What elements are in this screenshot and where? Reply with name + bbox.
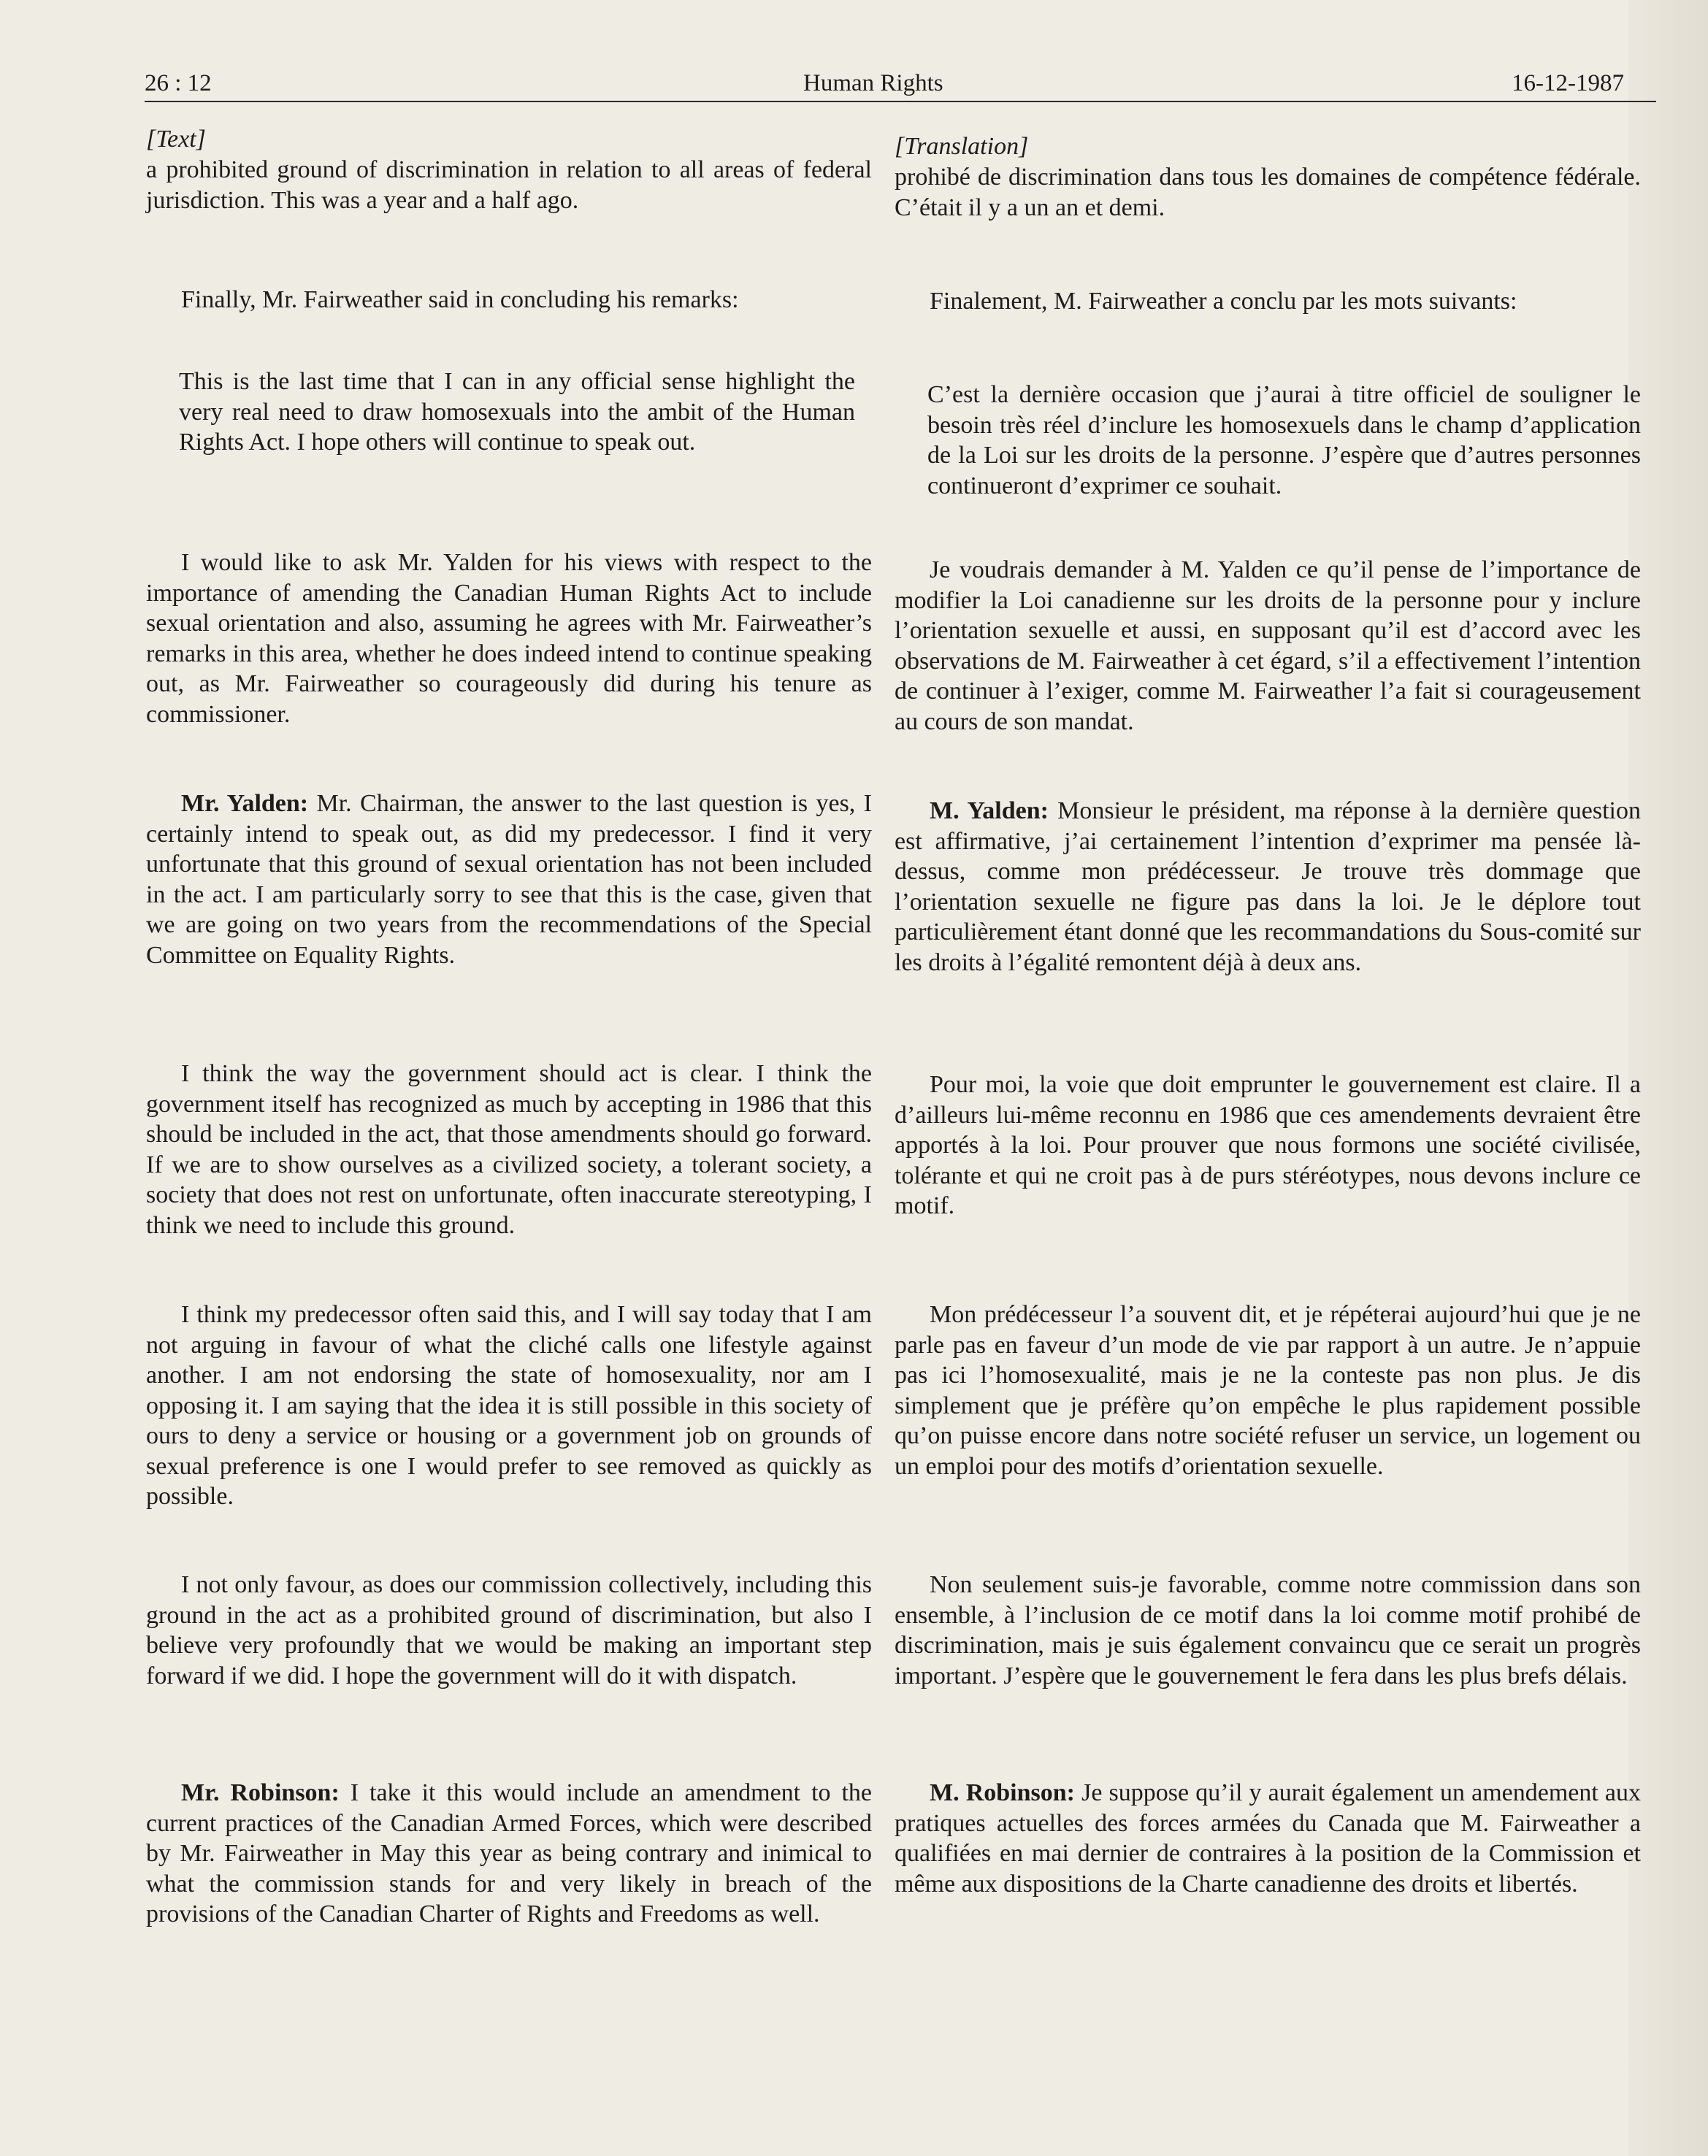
speech-text: I take it this would include an amendment to the current practices of the Canadian Armed Forces, which were described by Mr. Fairweather in May this year as being contrary and inimical to what the commission stands for and very likely in breach of the provisions of the Canadian Charter of Rights and Freedoms as well. xyxy=(146,1779,872,1927)
translation-tag: [Translation] xyxy=(895,133,1029,160)
speech-text: Mr. Chairman, the answer to the last question is yes, I certainly intend to speak out, as did my predecessor. I find it very unfortunate that this ground of sexual orientation has not been included in the act. I am particularly sorry to see that this is the case, given that we are going on two years from the recommendations of the Special Committee on Equality Rights. xyxy=(146,790,872,969)
header-rule xyxy=(145,101,1656,102)
running-title: Human Rights xyxy=(803,70,943,96)
speaker-paragraph xyxy=(895,796,1641,978)
paragraph: I think my predecessor often said this, and I will say today that I am not arguing in favour of what the cliché calls one lifestyle against another. I am not endorsing the state of homosexuality, nor am I opposing it. I am saying that the idea it is still possible in this society of ours to deny a service or housing or a government job on grounds of sexual preference is one I would prefer to see removed as quickly as possible. xyxy=(146,1301,872,1510)
speech-text: Monsieur le président, ma réponse à la dernière question est affirmative, j’ai certainement l’intention d’exprimer ma pensée là-dessus, comme mon prédécesseur. Je trouve très dommage que l’orientation sexuelle ne figure pas dans la loi. Je le déplore tout particulièrement étant donné que les recommandations du Sous-comité sur les droits à l’égalité remontent déjà à deux ans. xyxy=(895,797,1641,976)
speaker-name: Mr. Robinson: xyxy=(181,1779,340,1806)
speaker-name: Mr. Yalden: xyxy=(181,790,309,817)
header-date: 16-12-1987 xyxy=(1512,70,1624,96)
paragraph: Mon prédécesseur l’a souvent dit, et je répéterai aujourd’hui que je ne parle pas en faveur d’un mode de vie par rapport à un autre. Je n’appuie pas ici l’homosexualité, mais je ne la conteste pas non plus. Je dis simplement que je préfère qu’on empêche le plus rapidement possible qu’on puisse encore dans notre société refuser un service, un logement ou un emploi pour des motifs d’orientation sexuelle. xyxy=(895,1301,1641,1480)
paragraph: Je voudrais demander à M. Yalden ce qu’il pense de l’importance de modifier la Loi canadienne sur les droits de la personne pour y inclure l’orientation sexuelle et aussi, en supposant qu’il est d’accord avec les observations de M. Fairweather à cet égard, s’il a effectivement l’intention de continuer à l’exiger, comme M. Fairweather l’a fait si courageusement au cours de son mandat. xyxy=(895,556,1641,735)
speech-text: Je suppose qu’il y aurait également un amendement aux pratiques actuelles des forces armées du Canada que M. Fairweather a qualifiées en mai dernier de contraires à la position de la Commission et même aux dispositions de la Charte canadienne des droits et libertés. xyxy=(895,1779,1642,1898)
block-quote: This is the last time that I can in any official sense highlight the very real need to draw homosexuals into the ambit of the Human Rights Act. I hope others will continue to speak out. xyxy=(179,368,855,456)
paragraph: I would like to ask Mr. Yalden for his views with respect to the importance of amending the Canadian Human Rights Act to include sexual orientation and also, assuming he agrees with Mr. Fairweather’s remarks in this area, whether he does indeed intend to continue speaking out, as Mr. Fairweather so courageously did during his tenure as commissioner. xyxy=(146,549,872,728)
speaker-name: M. Robinson: xyxy=(930,1779,1075,1806)
page-number: 26 : 12 xyxy=(145,70,212,96)
paragraph: Finally, Mr. Fairweather said in concluding his remarks: xyxy=(181,286,739,313)
paragraph: Finalement, M. Fairweather a conclu par les mots suivants: xyxy=(930,288,1517,315)
paragraph: a prohibited ground of discrimination in relation to all areas of federal jurisdiction. This was a year and a half ago. xyxy=(146,156,872,214)
speaker-paragraph xyxy=(146,1778,872,1930)
paragraph: Pour moi, la voie que doit emprunter le gouvernement est claire. Il a d’ailleurs lui-même reconnu en 1986 que ces amendements devraient être apportés à la loi. Pour prouver que nous formons une société civilisée, tolérante et qui ne croit pas à de purs stéréotypes, nous devons inclure ce motif. xyxy=(895,1071,1641,1219)
speaker-name: M. Yalden: xyxy=(930,797,1049,824)
paragraph: Non seulement suis-je favorable, comme notre commission dans son ensemble, à l’inclusion de ce motif dans la loi comme motif prohibé de discrimination, mais je suis également convaincu que ce serait un progrès important. J’espère que le gouvernement le fera dans les plus brefs délais. xyxy=(895,1571,1641,1689)
paragraph: prohibé de discrimination dans tous les domaines de compétence fédérale. C’était il y a un an et demi. xyxy=(895,164,1641,221)
paragraph: I think the way the government should act is clear. I think the government itself has recognized as much by accepting in 1986 that this should be included in the act, that those amendments should go forward. If we are to show ourselves as a civilized society, a tolerant society, a society that does not rest on unfortunate, often inaccurate stereotyping, I think we need to include this ground. xyxy=(146,1060,872,1239)
paragraph: I not only favour, as does our commission collectively, including this ground in the act as a prohibited ground of discrimination, but also I believe very profoundly that we would be making an important step forward if we did. I hope the government will do it with dispatch. xyxy=(146,1571,872,1689)
speaker-paragraph xyxy=(146,789,872,970)
text-tag: [Text] xyxy=(146,126,206,153)
speaker-paragraph xyxy=(895,1778,1641,1899)
block-quote: C’est la dernière occasion que j’aurai à titre officiel de souligner le besoin très réel d’inclure les homosexuels dans le champ d’application de la Loi sur les droits de la personne. J’espère que d’autres personnes continueront d’exprimer ce souhait. xyxy=(927,381,1641,499)
